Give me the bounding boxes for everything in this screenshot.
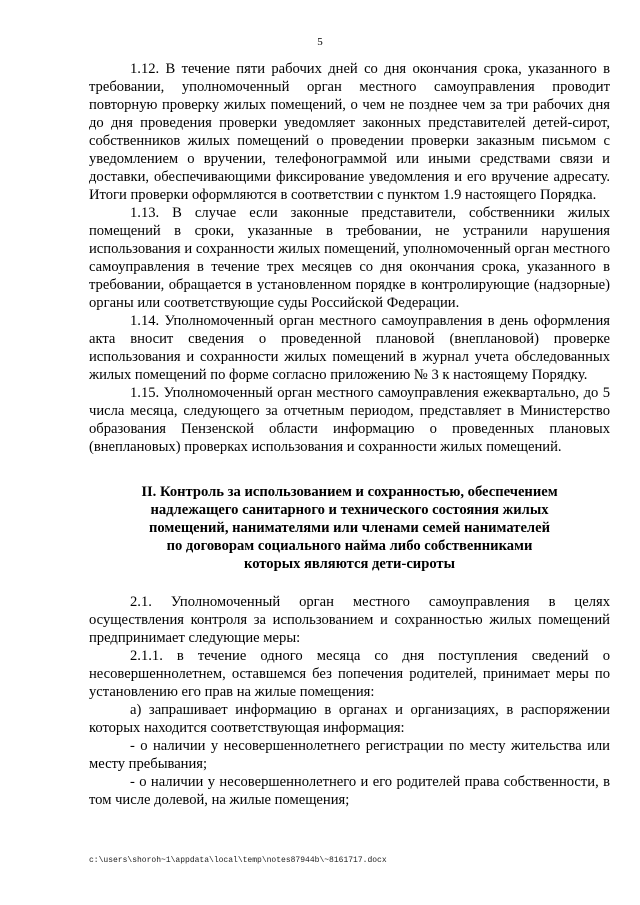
paragraph-1-14: 1.14. Уполномоченный орган местного самоуправления в день оформления акта вносит сведения о проведенной плановой (внеплановой) проверке использования и сохранности жилых помещений в журнал учета обследованных жилых помещений по форме согласно приложению № 3 к настоящему Порядку.: [89, 313, 610, 383]
paragraph-dash-ownership: - о наличии у несовершеннолетнего и его родителей права собственности, в том числе долевой, на жилые помещения;: [89, 774, 610, 808]
section-heading-line: по договорам социального найма либо собственниками: [166, 538, 533, 554]
section-heading-line: которых являются дети-сироты: [243, 556, 455, 572]
paragraph-dash-registration: - о наличии у несовершеннолетнего регистрации по месту жительства или месту пребывания;: [89, 738, 610, 772]
file-path-footer: c:\users\shoroh~1\appdata\local\temp\notes87944b\~8161717.docx: [89, 856, 387, 865]
section-heading-line: II. Контроль за использованием и сохранностью, обеспечением: [141, 484, 558, 500]
paragraph-2-1: 2.1. Уполномоченный орган местного самоуправления в целях осуществления контроля за использованием и сохранностью жилых помещений предпринимает следующие меры:: [89, 594, 610, 646]
document-body: [89, 60, 610, 809]
paragraph-1-13: 1.13. В случае если законные представители, собственники жилых помещений в сроки, указанные в требовании, не устранили нарушения использования и сохранности жилых помещений, уполномоченный орган местного самоуправления в течение трех месяцев со дня окончания срока, указанного в требовании, обращается в установленном порядке в контролирующие (надзорные) органы или соответствующие суды Российской Федерации.: [89, 205, 610, 311]
paragraph-item-a: а) запрашивает информацию в органах и организациях, в распоряжении которых находится соответствующая информация:: [89, 702, 610, 736]
section-heading-line: помещений, нанимателями или членами семей нанимателей: [148, 520, 551, 536]
section-heading: [89, 483, 610, 573]
paragraph-1-12: 1.12. В течение пяти рабочих дней со дня окончания срока, указанного в требовании, уполномоченный орган местного самоуправления проводит повторную проверку жилых помещений, о чем не позднее чем за три рабочих дня до дня проведения проверки уведомляет законных представителей детей-сирот, собственников жилых помещений о проведении проверки заказным письмом с уведомлением о вручении, телефонограммой или иными средствами связи и доставки, обеспечивающими фиксирование уведомления и его вручение адресату. Итоги проверки оформляются в соответствии с пунктом 1.9 настоящего Порядка.: [89, 61, 610, 203]
paragraph-2-1-1: 2.1.1. в течение одного месяца со дня поступления сведений о несовершеннолетнем, оставшемся без попечения родителей, принимает меры по установлению его прав на жилые помещения:: [89, 648, 610, 700]
section-heading-line: надлежащего санитарного и технического состояния жилых: [150, 502, 549, 518]
paragraph-1-15: 1.15. Уполномоченный орган местного самоуправления ежеквартально, до 5 числа месяца, следующего за отчетным периодом, представляет в Министерство образования Пензенской области информацию о проведенных плановых (внеплановых) проверках использования и сохранности жилых помещений.: [89, 385, 610, 455]
page-number: 5: [317, 36, 323, 48]
